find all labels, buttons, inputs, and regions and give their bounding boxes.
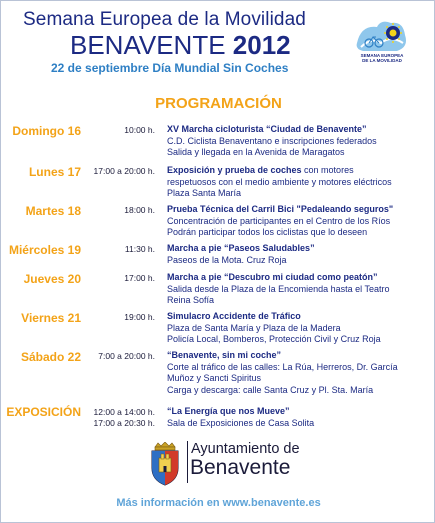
event-line: Salida y llegada en la Avenida de Maragatos xyxy=(167,147,345,158)
event-line: Policía Local, Bomberos, Protección Civil y Cruz Roja xyxy=(167,334,381,345)
event-day: Domingo 16 xyxy=(12,124,81,138)
event-title: Simulacro Accidente de Tráfico xyxy=(167,311,301,321)
ayuntamiento-city: Benavente xyxy=(190,456,291,479)
event-day: Viernes 21 xyxy=(21,311,81,325)
event-line: Paseos de la Mota. Cruz Roja xyxy=(167,254,287,265)
event-description xyxy=(167,204,429,239)
more-info-link[interactable]: Más información en www.benavente.es xyxy=(116,497,321,509)
logo-caption-line2: DE LA MOVILIDAD xyxy=(362,58,402,63)
event-time-slot: 12:00 a 14:00 h. xyxy=(93,407,155,417)
event-line: Plaza Santa María xyxy=(167,188,242,199)
header-subtitle: 22 de septiembre Día Mundial Sin Coches xyxy=(51,61,289,75)
event-line: Sala de Exposiciones de Casa Solita xyxy=(167,417,315,428)
event-line: Salida desde la Plaza de la Encomienda hasta el Teatro xyxy=(167,283,390,294)
header-city: BENAVENTE xyxy=(70,30,226,60)
header-year: 2012 xyxy=(232,30,291,60)
event-description xyxy=(167,311,429,346)
event-title: Exposición y prueba de coches xyxy=(167,165,302,175)
header-title xyxy=(70,30,291,61)
event-description xyxy=(167,406,429,429)
event-description xyxy=(167,165,429,200)
event-title-rest: con motores xyxy=(301,165,354,175)
event-title: Prueba Técnica del Carril Bici "Pedaleando seguros" xyxy=(167,204,394,214)
event-time: 19:00 h. xyxy=(124,312,155,322)
event-day: Jueves 20 xyxy=(23,272,81,286)
event-day: Lunes 17 xyxy=(28,165,81,179)
event-description xyxy=(167,243,429,266)
event-time: 17:00 h. xyxy=(124,273,155,283)
event-time: 17:00 a 20:00 h. xyxy=(93,166,155,176)
event-description xyxy=(167,124,429,159)
logo-caption xyxy=(353,53,411,63)
event-description xyxy=(167,350,429,396)
event-time: 11:30 h. xyxy=(124,244,155,254)
event-day: Sábado 22 xyxy=(20,350,81,364)
programacion-title: PROGRAMACIÓN xyxy=(155,95,282,112)
ayuntamiento-label: Ayuntamiento de xyxy=(191,441,300,457)
event-line: Reina Sofía xyxy=(167,295,215,306)
event-time: 7:00 a 20:00 h. xyxy=(98,351,155,361)
event-description xyxy=(167,272,429,307)
footer-divider xyxy=(187,441,188,483)
event-line: Podrán participar todos los ciclistas que lo deseen xyxy=(167,227,368,238)
benavente-crest-icon xyxy=(149,442,181,486)
event-line: Muñoz y Sancti Spiritus xyxy=(167,373,262,384)
event-day: EXPOSICIÓN xyxy=(6,405,81,419)
logo-caption-line1: SEMANA EUROPEA xyxy=(360,53,404,58)
event-line: Corte al tráfico de las calles: La Rúa, Herreros, Dr. García xyxy=(167,361,398,372)
event-title: Marcha a pie “Descubro mi ciudad como peatón” xyxy=(167,272,378,282)
event-title: “La Energía que nos Mueve” xyxy=(167,406,290,416)
event-time: 10:00 h. xyxy=(124,125,155,135)
event-day: Martes 18 xyxy=(25,204,81,218)
event-line: respetuosos con el medio ambiente y motores eléctricos xyxy=(167,176,392,187)
event-time-slot: 17:00 a 20:30 h. xyxy=(93,418,155,428)
event-line: Carga y descarga: calle Santa Cruz y Pl. Sta. María xyxy=(167,384,374,395)
event-time: 18:00 h. xyxy=(124,205,155,215)
event-title: Marcha a pie “Paseos Saludables” xyxy=(167,243,315,253)
event-time xyxy=(83,407,155,429)
event-title: “Benavente, sin mi coche” xyxy=(167,350,282,360)
event-line: C.D. Ciclista Benaventano e inscripciones federados xyxy=(167,135,377,146)
event-day: Miércoles 19 xyxy=(8,243,81,257)
event-line: Concentración de participantes en el Centro de los Ríos xyxy=(167,215,391,226)
event-title: XV Marcha cicloturista “Ciudad de Benavente” xyxy=(167,124,367,134)
header-line1: Semana Europea de la Movilidad xyxy=(23,9,306,30)
event-line: Plaza de Santa María y Plaza de la Madera xyxy=(167,322,341,333)
